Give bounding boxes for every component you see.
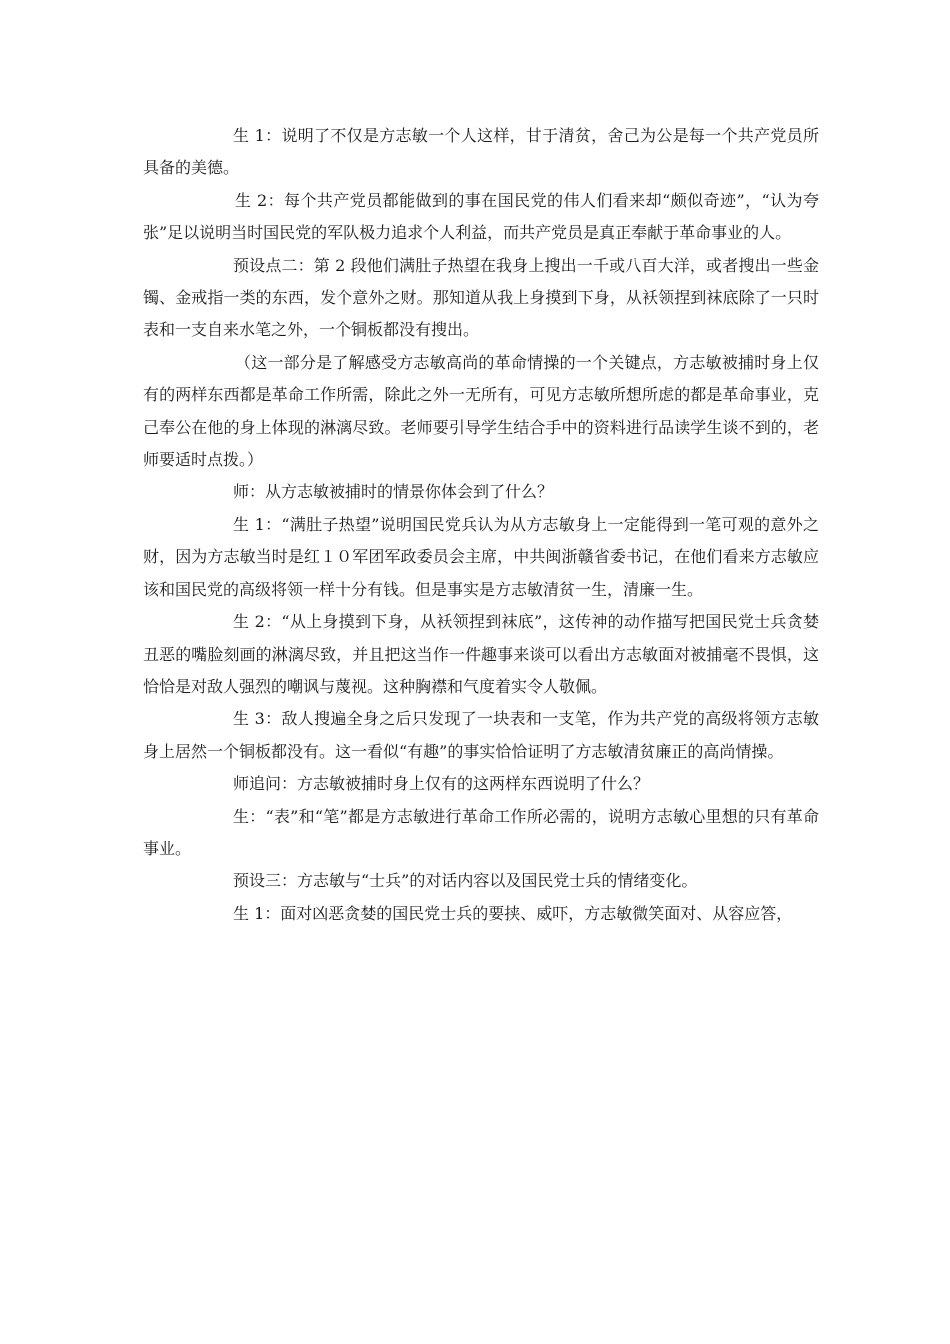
body-text [143, 120, 819, 930]
paragraph-student3-response: 生 3：敌人搜遍全身之后只发现了一块表和一支笔，作为共产党的高级将领方志敏身上居然一个铜板都没有。这一看似“有趣”的事实恰恰证明了方志敏清贫廉正的高尚情操。 [143, 709, 819, 761]
paragraph-student2-answer: 生 2：每个共产党员都能做到的事在国民党的伟人们看来却“颇似奇迹”，“认为夸张”足以说明当时国民党的军队极力追求个人利益，而共产党员是真正奉献于革命事业的人。 [143, 190, 819, 243]
paragraph-student2-response: 生 2：“从上身摸到下身，从袄领捏到袜底”，这传神的动作描写把国民党士兵贪婪丑恶的嘴脸刻画的淋漓尽致，并且把这当作一件趣事来谈可以看出方志敏面对被捕毫不畏惧，这恰恰是对敌人强烈的嘲讽与蔑视。这种胸襟和气度着实令人敬佩。 [143, 612, 819, 696]
paragraph-student1-answer: 生 1：说明了不仅是方志敏一个人这样，甘于清贫，舍己为公是每一个共产党员所具备的美德。 [143, 126, 819, 178]
paragraph-student1-final: 生 1：面对凶恶贪婪的国民党士兵的要挟、威吓，方志敏微笑面对、从容应答， [233, 903, 793, 923]
paragraph-teaching-note: （这一部分是了解感受方志敏高尚的革命情操的一个关键点，方志敏被捕时身上仅有的两样东西都是革命工作所需，除此之外一无所有，可见方志敏所想所虑的都是革命事业，克己奉公在他的身上体现的淋漓尽致。老师要引导学生结合手中的资料进行品读学生谈不到的，老师要适时点拨。） [143, 352, 819, 470]
paragraph-teacher-question: 师：从方志敏被捕时的情景你体会到了什么？ [233, 482, 554, 502]
paragraph-preset-three: 预设三：方志敏与“士兵”的对话内容以及国民党士兵的情绪变化。 [233, 871, 698, 891]
paragraph-preset-point-two: 预设点二：第 2 段他们满肚子热望在我身上搜出一千或八百大洋，或者搜出一些金镯、金戒指一类的东西，发个意外之财。那知道从我上身摸到下身，从袄领捏到袜底除了一只时表和一支自来水笔之外，一个铜板都没有搜出。 [143, 255, 819, 340]
paragraph-student-reply: 生：“表”和“笔”都是方志敏进行革命工作所必需的，说明方志敏心里想的只有革命事业。 [143, 806, 819, 858]
paragraph-student1-response: 生 1：“满肚子热望”说明国民党兵认为从方志敏身上一定能得到一笔可观的意外之财，因为方志敏当时是红１０军团军政委员会主席，中共闽浙赣省委书记，在他们看来方志敏应该和国民党的高级将领一样十分有钱。但是事实是方志敏清贫一生，清廉一生。 [143, 514, 819, 599]
paragraph-teacher-followup: 师追问：方志敏被捕时身上仅有的这两样东西说明了什么？ [233, 774, 650, 794]
